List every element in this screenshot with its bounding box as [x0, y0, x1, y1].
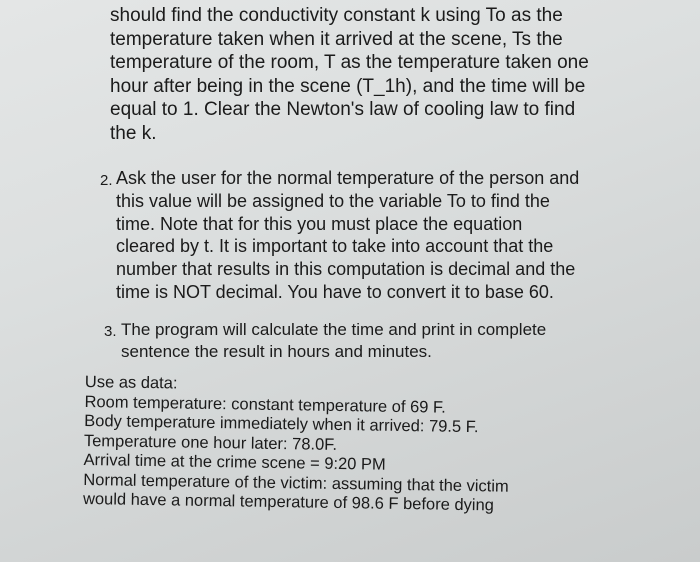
data-line: Room temperature: constant temperature of 69 F. [84, 392, 447, 417]
intro-line: should find the conductivity constant k using To as the [110, 5, 563, 26]
list-item-line: time. Note that for this you must place the equation [116, 213, 523, 234]
list-number: 2. [100, 172, 113, 189]
intro-paragraph [110, 4, 589, 146]
list-item-line: Ask the user for the normal temperature of the person and [116, 168, 580, 188]
list-item-3 [104, 319, 547, 363]
data-block [83, 373, 511, 516]
list-item-line: The program will calculate the time and print in complete [121, 320, 547, 339]
intro-line: hour after being in the scene (T_1h), and the time will be [110, 75, 586, 97]
list-item-line: cleared by t. It is important to take into account that the [116, 236, 554, 257]
intro-line: temperature taken when it arrived at the scene, Ts the [110, 28, 563, 50]
list-item-line: this value will be assigned to the variable To to find the [116, 190, 550, 211]
intro-line: equal to 1. Clear the Newton's law of cooling law to find [110, 99, 576, 121]
data-line: Temperature one hour later: 78.0F. [83, 431, 338, 454]
list-item-line: number that results in this computation is decimal and the [116, 259, 576, 280]
list-item-line: sentence the result in hours and minutes. [121, 342, 432, 361]
list-item-line: time is NOT decimal. You have to convert it to base 60. [116, 281, 554, 302]
list-item-2 [100, 167, 580, 304]
data-line: Body temperature immediately when it arrived: 79.5 F. [84, 411, 479, 437]
list-number: 3. [104, 323, 117, 340]
data-heading: Use as data: [84, 373, 178, 393]
data-line: would have a normal temperature of 98.6 F before dying [82, 489, 495, 515]
data-line: Normal temperature of the victim: assuming that the victim [83, 470, 509, 496]
intro-line: the k. [110, 122, 157, 144]
data-line: Arrival time at the crime scene = 9:20 PM [83, 450, 386, 474]
intro-line: temperature of the room, T as the temperature taken one [110, 52, 589, 74]
